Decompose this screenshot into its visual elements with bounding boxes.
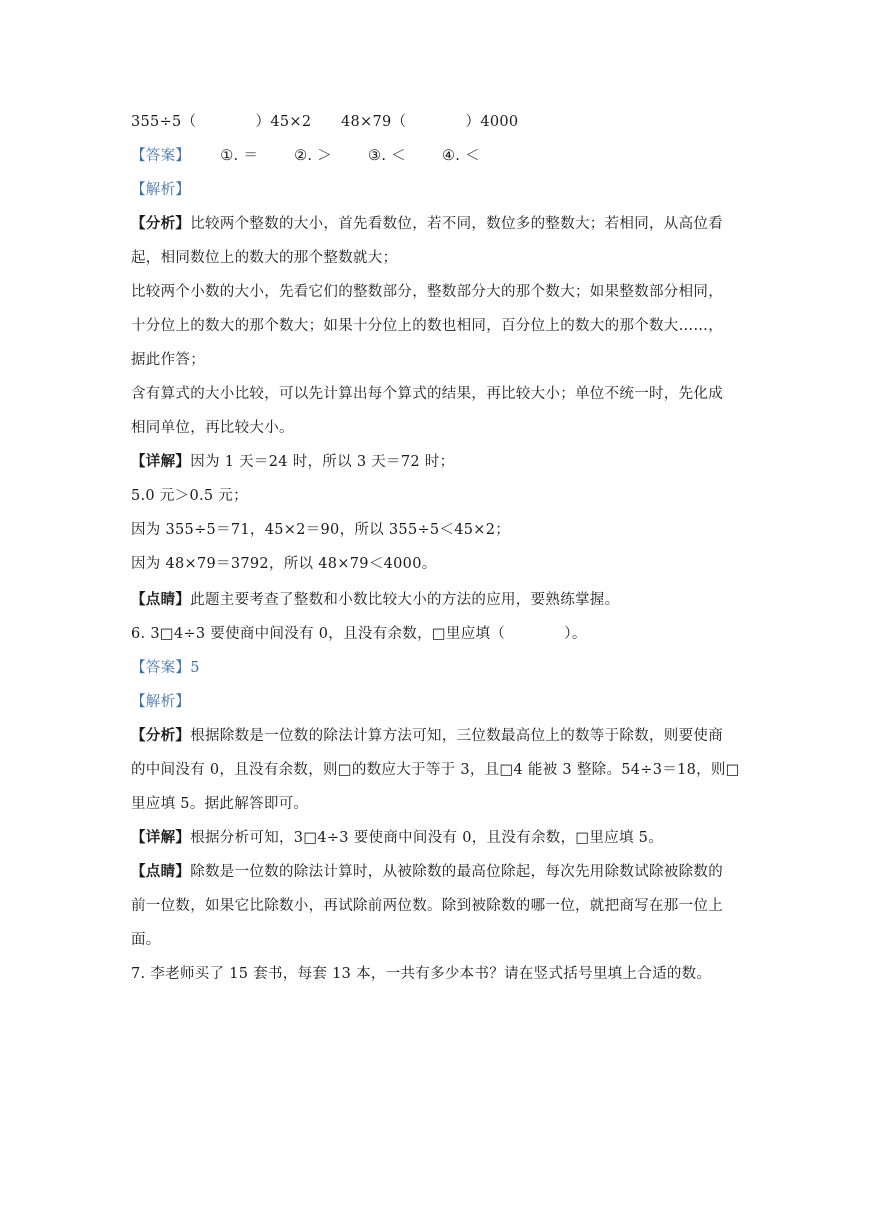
text-line <box>131 350 749 370</box>
text-line <box>131 248 749 268</box>
answer-item-4: ④. ＜ <box>441 148 480 164</box>
xiangjie-tag: 【详解】 <box>131 453 191 470</box>
xiangjie-line-5 <box>131 452 749 472</box>
answer-item-3: ③. ＜ <box>368 148 406 164</box>
text-span: 的中间没有 0，且没有余数，则□的数应大于等于 3，且□4 能被 3 整除。54÷3＝18，则□ <box>131 762 740 778</box>
dianjing-line-5 <box>131 590 749 610</box>
dianjing-tag: 【点睛】 <box>131 591 191 608</box>
fenxi-tag: 【分析】 <box>131 727 191 744</box>
text-span: 十分位上的数大的那个数大；如果十分位上的数也相同，百分位上的数大的那个数大……， <box>131 318 723 334</box>
text-line <box>131 418 749 438</box>
text-span: 里应填 5。据此解答即可。 <box>131 796 309 812</box>
text-span: 面。 <box>131 932 161 948</box>
text-line <box>131 282 749 302</box>
question-text: 7. 李老师买了 15 套书，每套 13 本，一共有多少本书？请在竖式括号里填上合适的数。 <box>131 966 712 982</box>
answer-item-1: ①. ＝ <box>220 148 259 164</box>
text-span: 5.0 元＞0.5 元； <box>131 488 248 504</box>
answer-line-5 <box>131 146 749 166</box>
answer-tag: 【答案】 <box>131 660 191 676</box>
text-line <box>131 896 749 916</box>
xiangjie-tag: 【详解】 <box>131 829 191 846</box>
answer-value: 5 <box>190 660 200 676</box>
text-span: 据此作答； <box>131 352 205 368</box>
text-line <box>131 486 749 506</box>
question-7 <box>131 964 749 984</box>
text-line <box>131 316 749 336</box>
fenxi-line-5a <box>131 214 749 234</box>
answer-line-6 <box>131 658 749 678</box>
dianjing-tag: 【点睛】 <box>131 863 191 880</box>
text-span: 前一位数，如果它比除数小，再试除前两位数。除到被除数的哪一位，就把商写在那一位上 <box>131 898 723 914</box>
comparison-text: 355÷5（ ）45×2 48×79（ ）4000 <box>131 114 519 130</box>
dianjing-line-6 <box>131 862 749 882</box>
comparison-question-line <box>131 112 749 132</box>
text-span: 相同单位，再比较大小。 <box>131 420 294 436</box>
xiangjie-text: 因为 1 天＝24 时，所以 3 天＝72 时； <box>190 454 455 470</box>
question-text: 6. 3□4÷3 要使商中间没有 0，且没有余数，□里应填（ ）。 <box>131 626 587 642</box>
text-line <box>131 554 749 574</box>
dianjing-text: 此题主要考查了整数和小数比较大小的方法的应用，要熟练掌握。 <box>190 592 620 608</box>
fenxi-tag: 【分析】 <box>131 215 191 232</box>
text-span: 含有算式的大小比较，可以先计算出每个算式的结果，再比较大小；单位不统一时，先化成 <box>131 386 723 402</box>
fenxi-text: 根据除数是一位数的除法计算方法可知，三位数最高位上的数等于除数，则要使商 <box>190 728 723 744</box>
text-line <box>131 930 749 950</box>
text-span: 因为 48×79＝3792，所以 48×79＜4000。 <box>131 556 437 572</box>
text-line <box>131 794 749 814</box>
xiangjie-line-6 <box>131 828 749 848</box>
analysis-tag: 【解析】 <box>131 694 191 710</box>
text-line <box>131 520 749 540</box>
analysis-heading-5 <box>131 180 749 200</box>
fenxi-text: 比较两个整数的大小，首先看数位，若不同，数位多的整数大；若相同，从高位看 <box>190 216 723 232</box>
question-6 <box>131 624 749 644</box>
xiangjie-text: 根据分析可知，3□4÷3 要使商中间没有 0，且没有余数，□里应填 5。 <box>190 830 664 846</box>
text-span: 起，相同数位上的数大的那个整数就大； <box>131 250 398 266</box>
analysis-tag: 【解析】 <box>131 182 191 198</box>
dianjing-text: 除数是一位数的除法计算时，从被除数的最高位除起，每次先用除数试除被除数的 <box>190 864 723 880</box>
text-line <box>131 384 749 404</box>
answer-tag: 【答案】 <box>131 148 191 164</box>
fenxi-line-6 <box>131 726 749 746</box>
answer-item-2: ②. ＞ <box>294 148 333 164</box>
analysis-heading-6 <box>131 692 749 712</box>
text-line <box>131 760 749 780</box>
text-span: 比较两个小数的大小，先看它们的整数部分，整数部分大的那个数大；如果整数部分相同， <box>131 284 723 300</box>
text-span: 因为 355÷5＝71，45×2＝90，所以 355÷5＜45×2； <box>131 522 511 538</box>
